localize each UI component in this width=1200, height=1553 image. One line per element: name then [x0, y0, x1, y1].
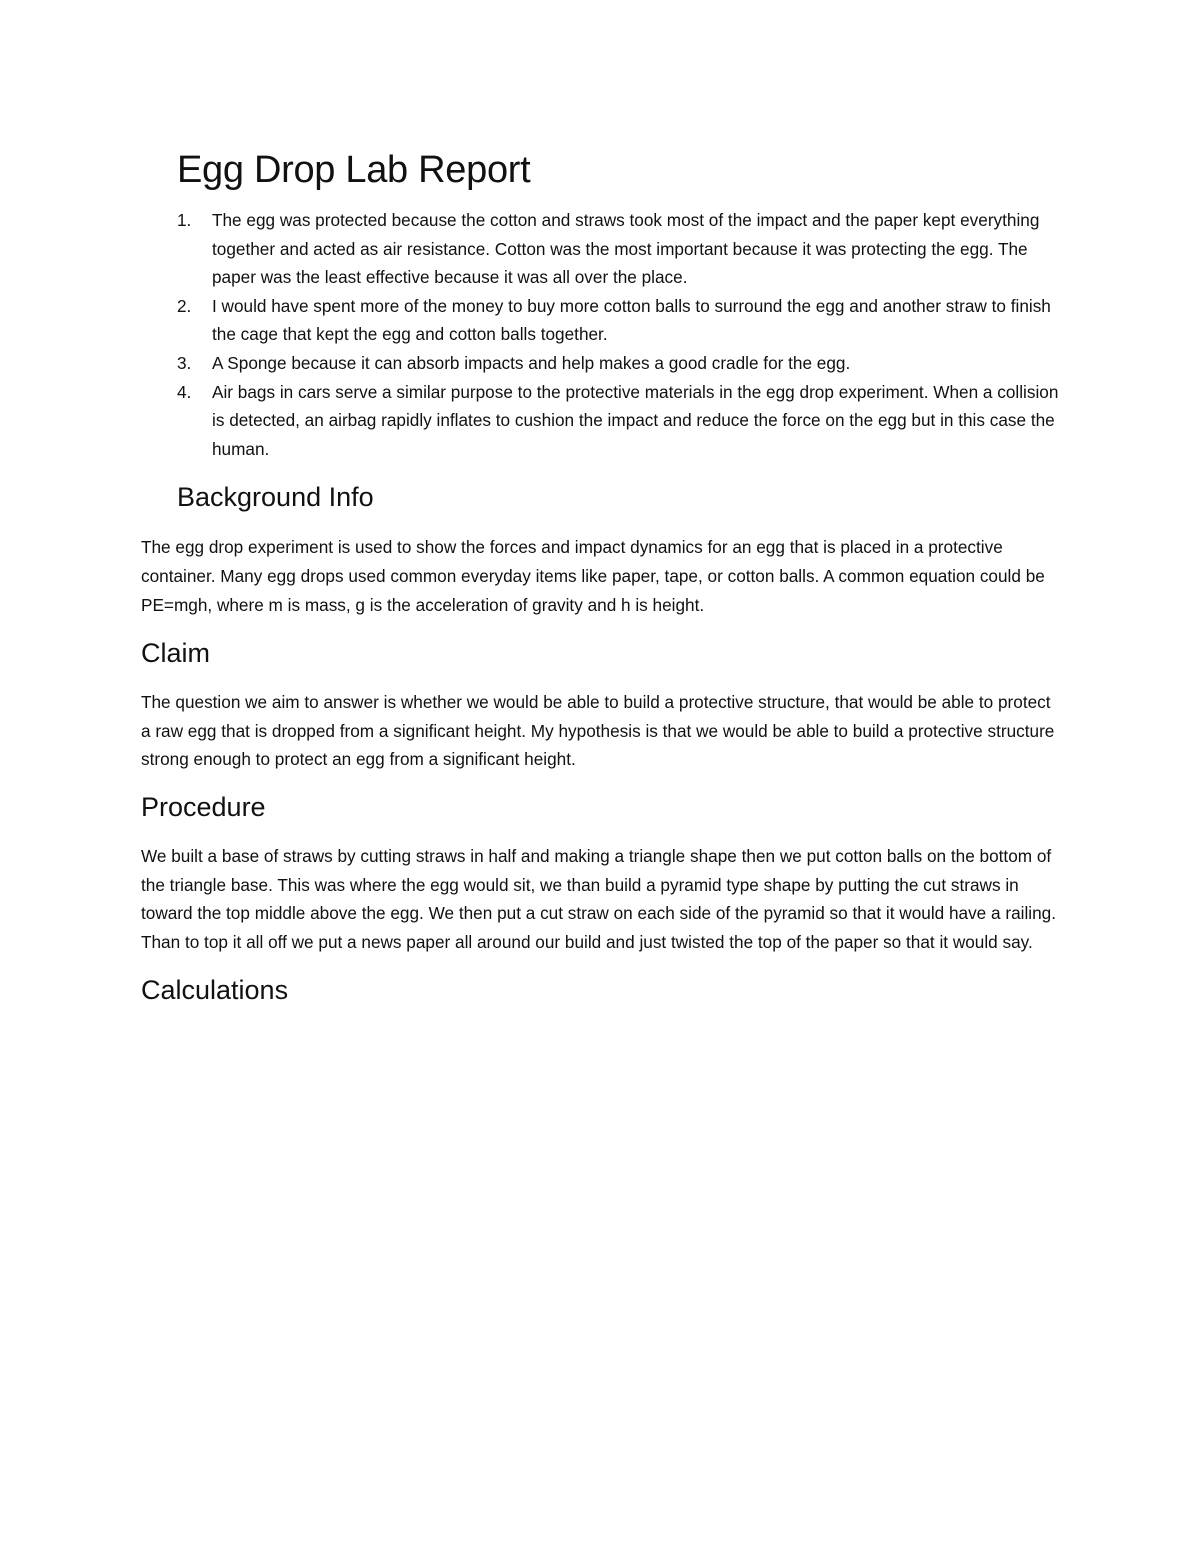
procedure-heading: Procedure	[141, 791, 266, 822]
list-item-text: Air bags in cars serve a similar purpose to the protective materials in the egg drop experiment. When a collision is detected, an airbag rapidly inflates to cushion the impact and reduce the force on the egg but in this case the human.	[212, 381, 1059, 459]
document-body	[141, 146, 1061, 1008]
list-item	[141, 206, 1061, 292]
background-heading: Background Info	[177, 482, 374, 513]
list-item-number: 1.	[177, 210, 192, 230]
calculations-heading: Calculations	[141, 975, 289, 1006]
list-item-text: I would have spent more of the money to buy more cotton balls to surround the egg and another straw to finish the cage that kept the egg and cotton balls together.	[212, 295, 1051, 345]
list-item-number: 3.	[177, 352, 192, 373]
list-item-number: 2.	[177, 295, 192, 316]
procedure-paragraph: We built a base of straws by cutting straws in half and making a triangle shape then we put cotton balls on the bottom of the triangle base. This was where the egg would sit, we than build a pyramid type shape by putting the cut straws in toward the top middle above the egg. We then put a cut straw on each side of the pyramid so that it would have a railing. Than to top it all off we put a news paper all around our build and just twisted the top of the paper so that it would say.	[141, 845, 1056, 952]
claim-heading: Claim	[141, 638, 211, 669]
list-item	[141, 292, 1061, 349]
answers-list	[141, 206, 1061, 463]
list-item	[141, 349, 1061, 378]
background-paragraph: The egg drop experiment is used to show the forces and impact dynamics for an egg that is placed in a protective container. Many egg drops used common everyday items like paper, tape, or cotton balls. A common equation could be PE=mgh, where m is mass, g is the acceleration of gravity and h is height.	[141, 537, 1045, 615]
document-title: Egg Drop Lab Report	[177, 149, 531, 191]
claim-paragraph: The question we aim to answer is whether we would be able to build a protective structure, that would be able to protect a raw egg that is dropped from a significant height. My hypothesis is that we would be able to build a protective structure strong enough to protect an egg from a significant height.	[141, 692, 1055, 770]
list-item	[141, 378, 1061, 464]
list-item-text: A Sponge because it can absorb impacts and help makes a good cradle for the egg.	[212, 352, 851, 373]
list-item-number: 4.	[177, 381, 192, 402]
list-item-text: The egg was protected because the cotton and straws took most of the impact and the paper kept everything together and acted as air resistance. Cotton was the most important because it was protecting the egg. The paper was the least effective because it was all over the place.	[212, 210, 1040, 288]
